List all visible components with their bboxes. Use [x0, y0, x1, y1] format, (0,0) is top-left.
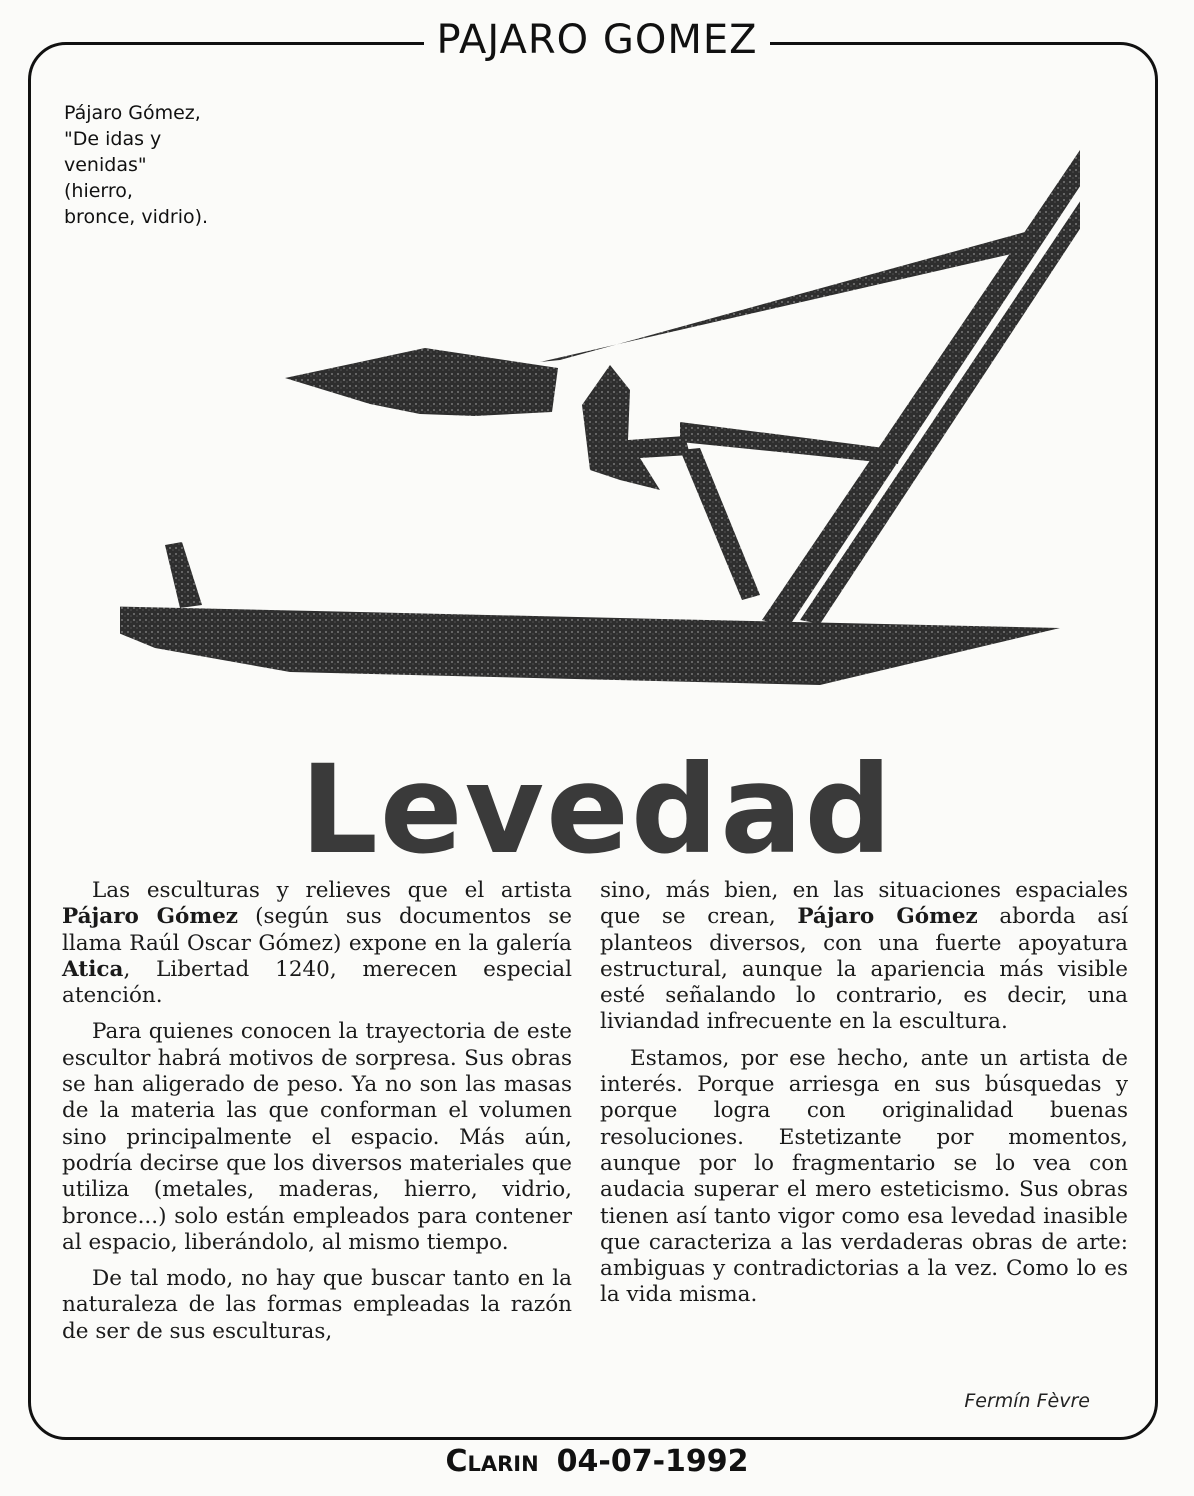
- text-span: (según sus documentos se llama Raúl Oscar Gómez) expone en la galería: [62, 904, 572, 956]
- sculpture-upper-blade: [285, 348, 558, 416]
- caption-line: (hierro,: [64, 180, 133, 202]
- sculpture-ladder-leg: [762, 150, 1080, 628]
- article-paragraph: Estamos, por ese hecho, ante un artista de interés. Porque arriesga en sus búsquedas y porque logra con originalidad buenas resoluciones. Estetizante por momentos, aunque por lo fragmentario se lo vea con audacia superar el mero esteticismo. Sus obras tienen así tanto vigor como esa levedad inasible que caracteriza a las verdaderas obras de arte: ambiguas y contradictorias a la vez. Como lo es la vida misma.: [600, 1045, 1128, 1308]
- text-span: Las esculturas y relieves que el artista: [92, 878, 572, 903]
- caption-line: "De idas y: [64, 128, 162, 150]
- author-signature: Fermín Fèvre: [964, 1390, 1090, 1412]
- sculpture-photo: [120, 150, 1080, 710]
- article-headline: Levedad: [300, 739, 894, 881]
- article-column-left: [62, 878, 572, 1355]
- sculpture-mid-arm: [680, 422, 900, 464]
- caption-line: Pájaro Gómez,: [64, 102, 201, 124]
- gallery-name: Atica: [62, 956, 124, 982]
- sculpture-small-figure: [165, 542, 202, 608]
- sculpture-strut: [680, 448, 760, 600]
- section-title: PAJARO GOMEZ: [424, 12, 769, 68]
- publication-footer: [0, 1444, 1194, 1479]
- text-span: sino, más bien, en las situaciones espaciales que se crean,: [600, 878, 1128, 930]
- artist-name: Pájaro Gómez: [62, 904, 239, 930]
- article-paragraph: [62, 878, 572, 1009]
- text-span: aborda así planteos diversos, con una fuerte apoyatura estructural, aunque la apariencia más visible esté señalando lo contrario, es decir, una liviandad infrecuente en la escultura.: [600, 904, 1128, 1035]
- artist-name: Pájaro Gómez: [797, 904, 978, 930]
- text-span: , Libertad 1240, merecen especial atención.: [62, 956, 572, 1009]
- article-paragraph: [600, 878, 1128, 1036]
- section-header: [0, 12, 1194, 68]
- publication-name: Clarin: [445, 1444, 539, 1479]
- sculpture-central-figure: [582, 365, 690, 490]
- caption-line: venidas": [64, 154, 147, 176]
- caption-line: bronce, vidrio).: [64, 206, 209, 228]
- publication-date: 04-07-1992: [556, 1444, 749, 1479]
- article-paragraph: De tal modo, no hay que buscar tanto en la naturaleza de las formas empleadas la razón de ser de sus esculturas,: [62, 1266, 572, 1344]
- article-column-right: [600, 878, 1128, 1319]
- article-paragraph: Para quienes conocen la trayectoria de este escultor habrá motivos de sorpresa. Sus obras se han aligerado de peso. Ya no son las masas de la materia las que conforman el volumen sino principalmente el espacio. Más aún, podría decirse que los diversos materiales que utiliza (metales, maderas, hierro, vidrio, bronce...) solo están empleados para contener al espacio, liberándolo, al mismo tiempo.: [62, 1019, 572, 1255]
- sculpture-base-blade: [120, 605, 1060, 685]
